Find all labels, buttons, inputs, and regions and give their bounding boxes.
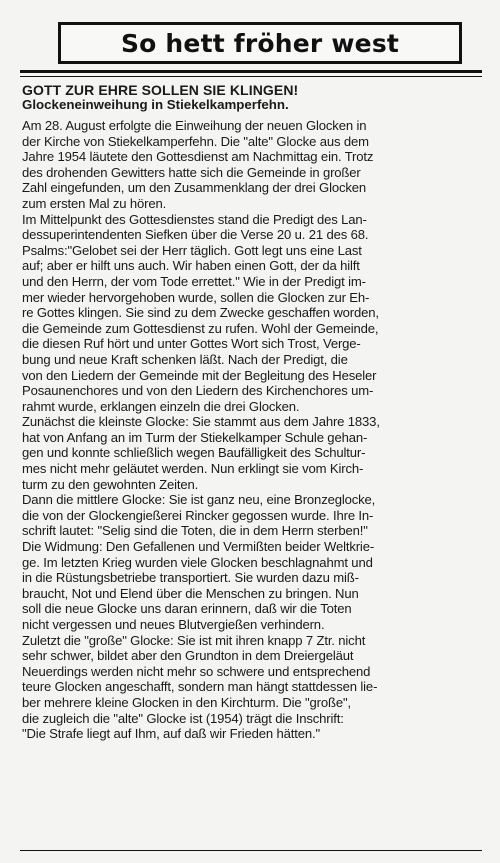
article-line: bung und neue Kraft schenken läßt. Nach der Predigt, die: [22, 351, 348, 367]
article-headline: GOTT ZUR EHRE SOLLEN SIE KLINGEN!: [22, 82, 299, 98]
article-line: auf; aber er hilft uns auch. Wir haben einen Gott, der da hilft: [22, 258, 360, 274]
article-line: braucht, Not und Elend über die Menschen zu bringen. Nun: [22, 585, 359, 601]
column-header-box: [58, 22, 462, 64]
article-line: in die Rüstungsbetriebe transportiert. Sie wurden dazu miß-: [22, 570, 359, 586]
article-line: Dann die mittlere Glocke: Sie ist ganz neu, eine Bronzeglocke,: [22, 492, 376, 508]
article-body: [22, 118, 484, 742]
article-line: Zahl eingefunden, um den Zusammenklang der drei Glocken: [22, 180, 367, 196]
article-line: Psalms:"Gelobet sei der Herr täglich. Gott legt uns eine Last: [22, 242, 362, 258]
header-rule-thick: [20, 70, 482, 73]
article-line: sehr schwer, bildet aber den Grundton in dem Dreiergeläut: [22, 648, 354, 664]
article-line: ge. Im letzten Krieg wurden viele Glocken beschlagnahmt und: [22, 554, 373, 570]
footer-rule: [20, 850, 482, 851]
article-line: rahmt wurde, erklangen einzeln die drei Glocken.: [22, 398, 300, 414]
column-title: So hett fröher west: [120, 28, 400, 58]
article-line: schrift lautet: "Selig sind die Toten, die in dem Herrn sterben!": [22, 523, 368, 539]
article-line: zum ersten Mal zu hören.: [22, 195, 167, 211]
article-line: Am 28. August erfolgte die Einweihung der neuen Glocken in: [22, 118, 367, 133]
article-line: des drohenden Gewitters hatte sich die Gemeinde in großer: [22, 164, 361, 180]
article-line: die diesen Ruf hört und unter Gottes Wort sich Trost, Verge-: [22, 336, 361, 352]
header-rule-thin: [20, 76, 482, 77]
article-line: die Gemeinde zum Gottesdienst zu rufen. Wohl der Gemeinde,: [22, 320, 379, 336]
article-line: ber mehrere kleine Glocken in den Kirchturm. Die "große",: [22, 694, 351, 710]
article-subheadline: Glockeneinweihung in Stiekelkamperfehn.: [22, 97, 289, 112]
article-line: Zunächst die kleinste Glocke: Sie stammt aus dem Jahre 1833,: [22, 414, 380, 430]
article-line: der Kirche von Stiekelkamperfehn. Die "alte" Glocke aus dem: [22, 133, 369, 149]
article-line: mer wieder hervorgehoben wurde, sollen die Glocken zur Eh-: [22, 289, 370, 305]
article-line: Im Mittelpunkt des Gottesdienstes stand die Predigt des Lan-: [22, 211, 367, 227]
article-line: von den Liedern der Gemeinde mit der Begleitung des Heseler: [22, 367, 377, 383]
article-line: Neuerdings werden nicht mehr so schwere und entsprechend: [22, 663, 371, 679]
article-line: re Gottes klingen. Sie sind zu dem Zwecke geschaffen worden,: [22, 305, 379, 321]
article-line: gen und konnte schließlich wegen Baufälligkeit des Schultur-: [22, 445, 366, 461]
article-line: turm zu den gewohnten Zeiten.: [22, 476, 199, 492]
article-line: mes nicht mehr geläutet werden. Nun erklingt sie vom Kirch-: [22, 461, 364, 477]
article-line: "Die Strafe liegt auf Ihm, auf daß wir Frieden hätten.": [22, 726, 320, 742]
article-line: dessuperintendenten Siefken über die Verse 20 u. 21 des 68.: [22, 227, 369, 243]
article-line: Zuletzt die "große" Glocke: Sie ist mit ihren knapp 7 Ztr. nicht: [22, 632, 366, 648]
article-line: Die Widmung: Den Gefallenen und Vermißten beider Weltkrie-: [22, 539, 375, 555]
article-line: die von der Glockengießerei Rincker gegossen wurde. Ihre In-: [22, 507, 374, 523]
article-line: die zugleich die "alte" Glocke ist (1954) trägt die Inschrift:: [22, 710, 344, 726]
article-line: nicht vergessen und neues Blutvergießen verhindern.: [22, 617, 325, 632]
article-line: soll die neue Glocke uns daran erinnern, daß wir die Toten: [22, 601, 352, 617]
article-line: und den Herrn, der vom Tode errettet." Wie in der Predigt im-: [22, 273, 366, 289]
article-line: hat von Anfang an im Turm der Stiekelkamper Schule gehan-: [22, 429, 368, 445]
article-line: Posaunenchores und von den Liedern des Kirchenchores um-: [22, 383, 374, 399]
article-line: Jahre 1954 läutete den Gottesdienst am Nachmittag ein. Trotz: [22, 149, 374, 165]
article-line: teure Glocken angeschafft, sondern man hängt stattdessen lie-: [22, 679, 378, 695]
